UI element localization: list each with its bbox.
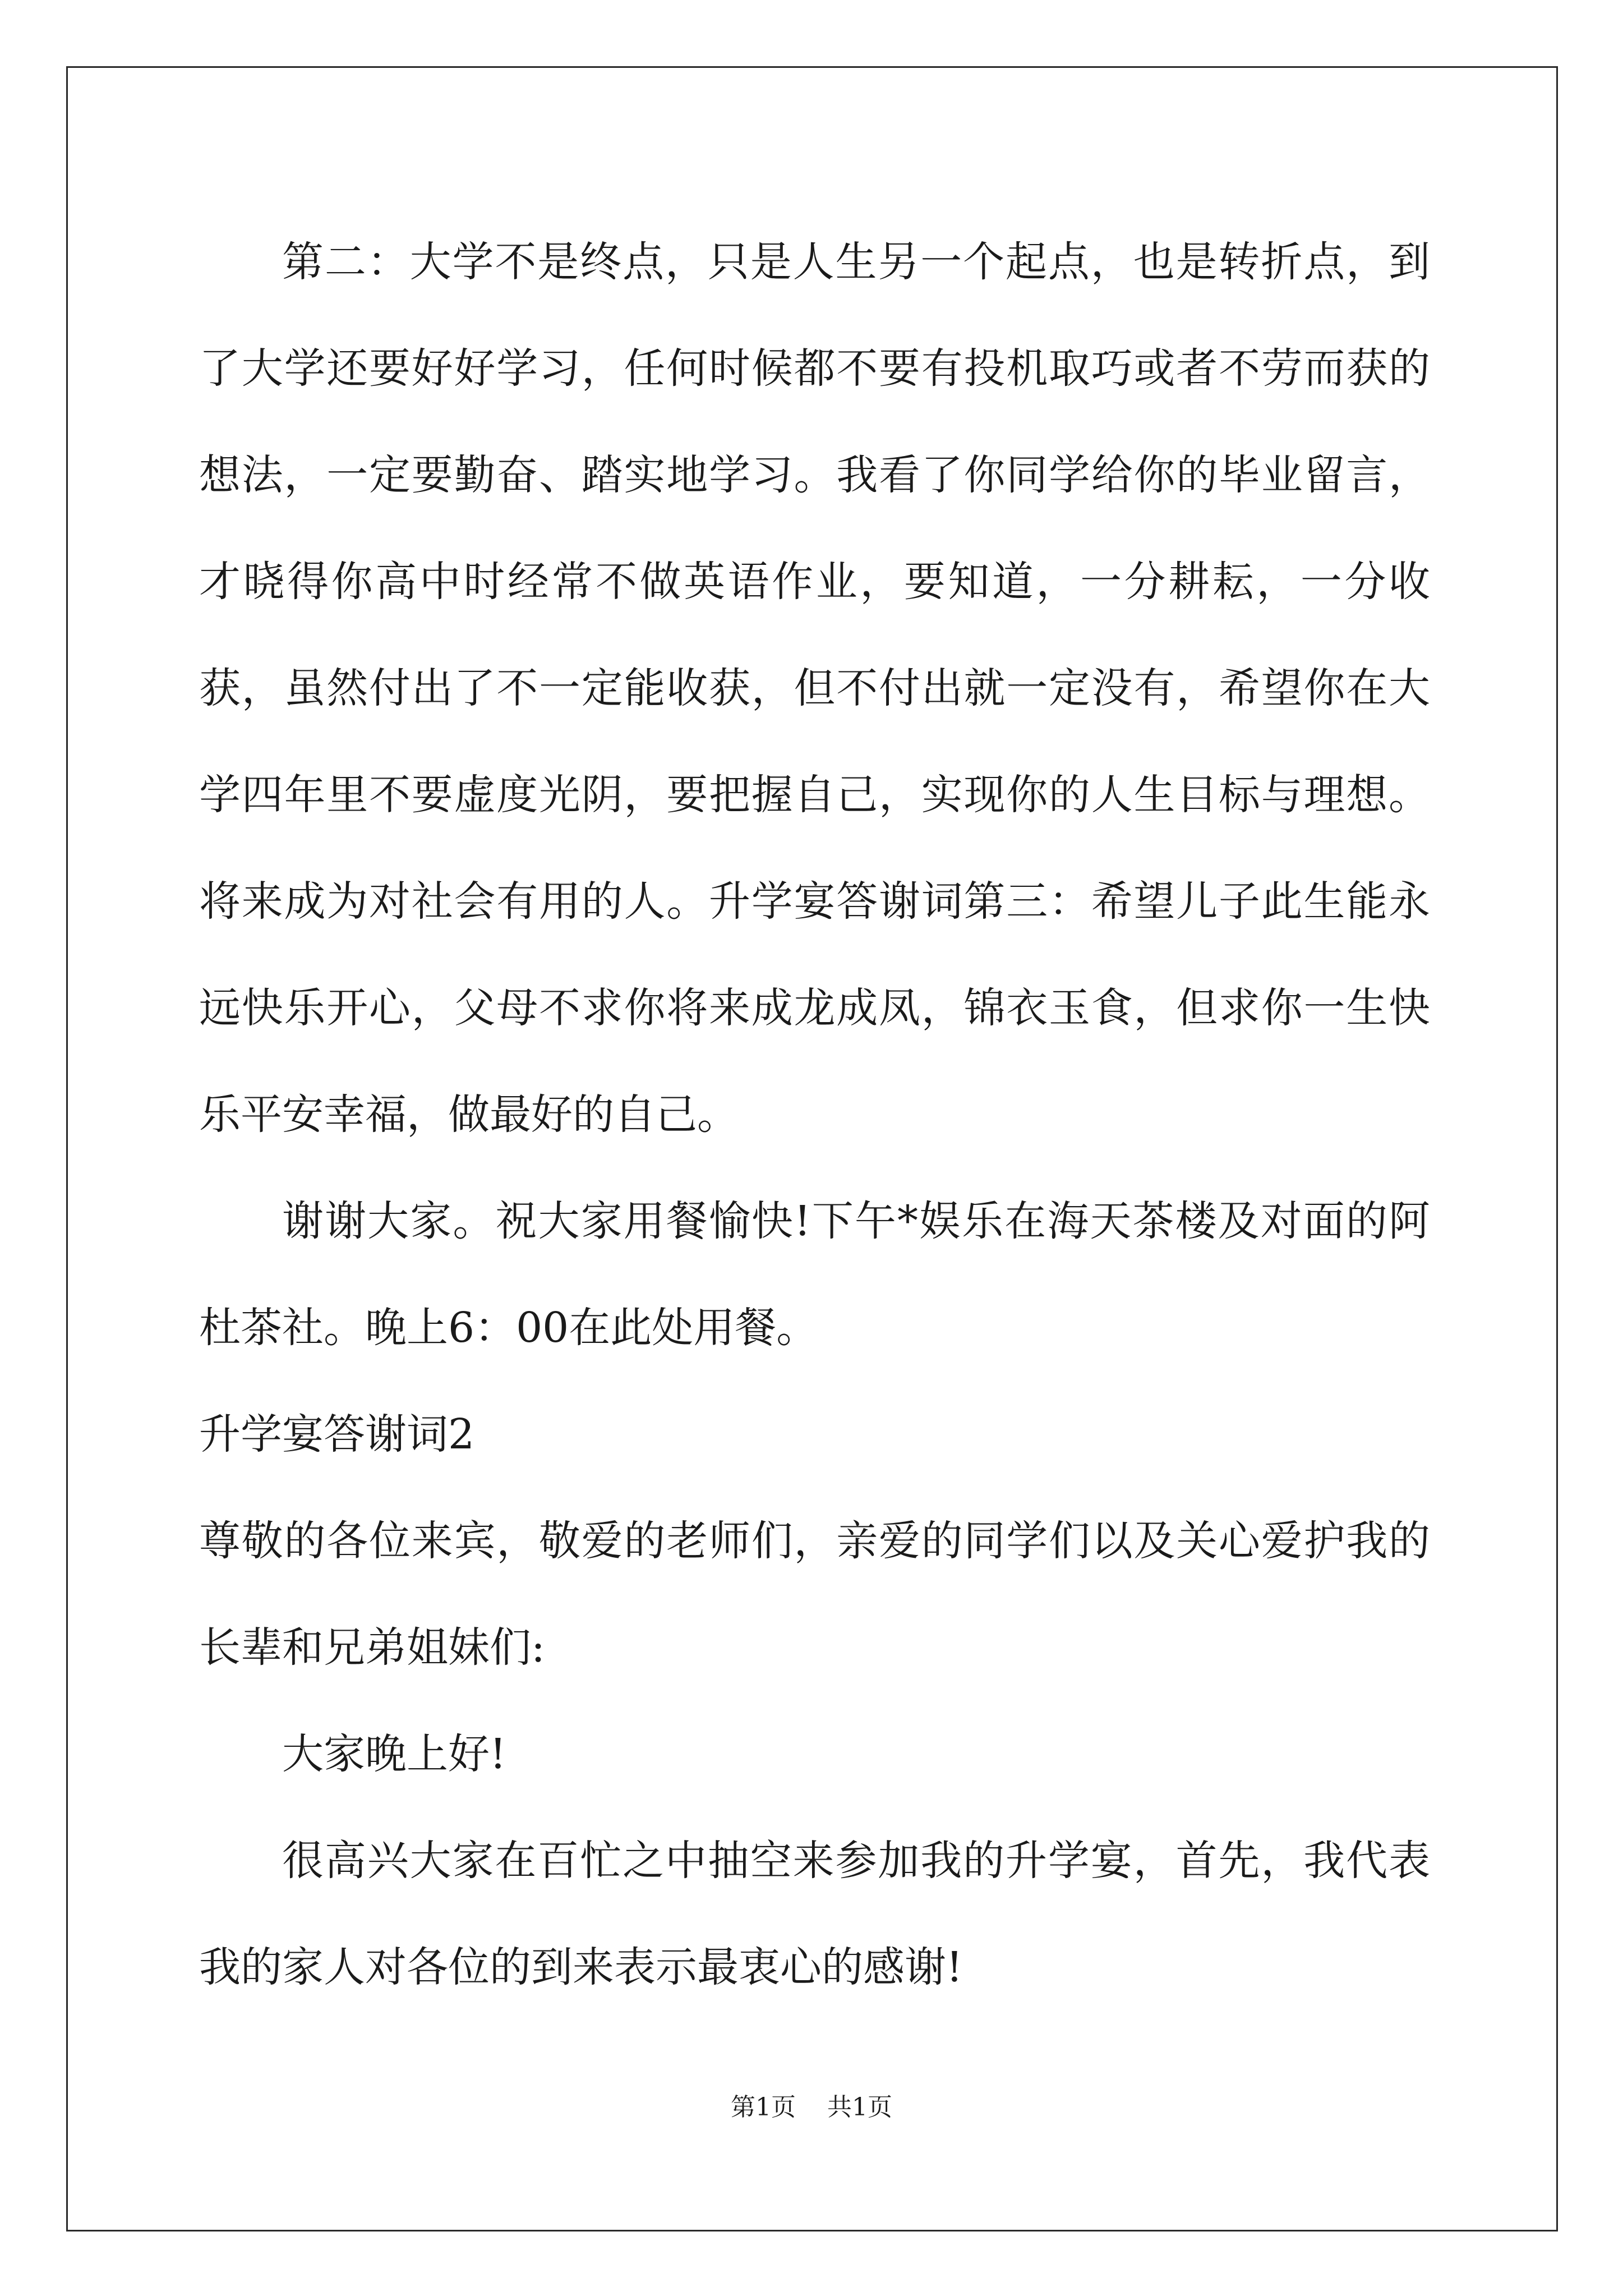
section-heading: 升学宴答谢词2 [199,1410,475,1458]
page-number: 第1页 [731,2093,796,2122]
paragraph-greeting: 大家晚上好! [282,1730,506,1778]
document-body [199,209,1430,2021]
paragraph-opening: 很高兴大家在百忙之中抽空来参加我的升学宴，首先，我代表我的家人对各位的到来表示最衷心的感谢! [199,1837,1430,1991]
page-total: 共1页 [827,2093,892,2122]
paragraph-thanks: 谢谢大家。祝大家用餐愉快!下午*娱乐在海天茶楼及对面的阿杜茶社。晚上6：00在此处用餐。 [199,1197,1430,1352]
paragraph-salutation: 尊敬的各位来宾，敬爱的老师们，亲爱的同学们以及关心爱护我的长辈和兄弟姐妹们: [199,1517,1430,1672]
paragraph-advice: 第二：大学不是终点，只是人生另一个起点，也是转折点，到了大学还要好好学习，任何时候都不要有投机取巧或者不劳而获的想法，一定要勤奋、踏实地学习。我看了你同学给你的毕业留言，才晓得你高中时经常不做英语作业，要知道，一分耕耘，一分收获，虽然付出了不一定能收获，但不付出就一定没有，希望你在大学四年里不要虚度光阴，要把握自己，实现你的人生目标与理想。将来成为对社会有用的人。升学宴答谢词第三：希望儿子此生能永远快乐开心，父母不求你将来成龙成凤，锦衣玉食，但求你一生快乐平安幸福，做最好的自己。 [199,238,1430,1139]
page-footer [0,2087,1623,2123]
